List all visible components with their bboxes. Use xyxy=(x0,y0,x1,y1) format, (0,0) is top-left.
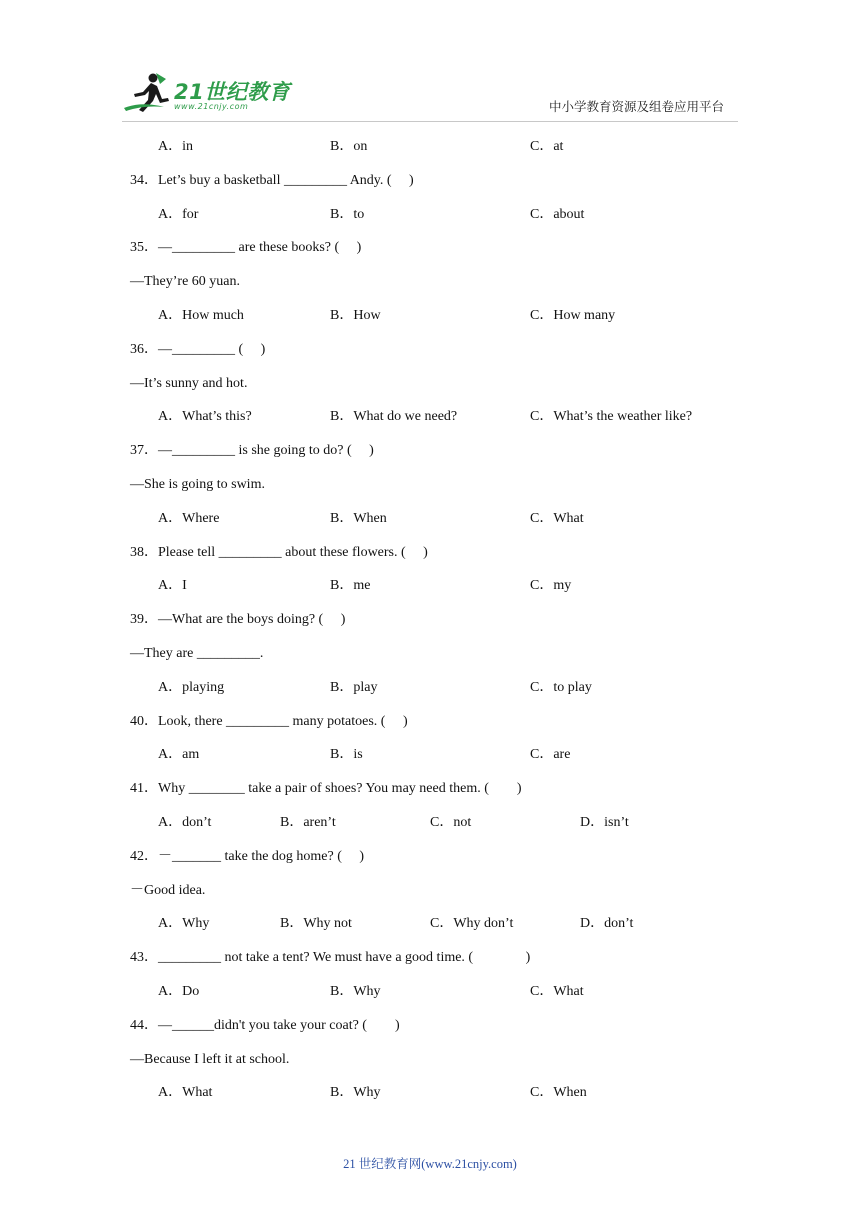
answer-option: D．isn’t xyxy=(580,815,629,830)
answer-option: C．are xyxy=(530,747,571,763)
question-stem: 38．Please tell _________ about these flowers. ( ) xyxy=(130,544,428,560)
header-divider xyxy=(122,121,738,122)
answer-option: C．When xyxy=(530,1085,587,1101)
answer-option: C．my xyxy=(530,578,572,594)
page-header xyxy=(0,0,860,125)
answer-option: B．on xyxy=(330,139,368,154)
answer-option: A．How much xyxy=(158,308,244,323)
answer-option: B．play xyxy=(330,679,378,695)
question-stem: 36．—_________ ( ) xyxy=(130,341,266,357)
question-response: —Because I left it at school. xyxy=(130,1051,290,1067)
answer-option: B．me xyxy=(330,578,371,594)
answer-option: A．don’t xyxy=(158,815,212,830)
question-response: —They’re 60 yuan. xyxy=(130,274,241,290)
answer-option: A．What’s this? xyxy=(158,409,252,425)
question-stem: 40．Look, there _________ many potatoes. ( ) xyxy=(130,713,408,729)
answer-option: A．for xyxy=(158,206,199,222)
question-stem: 41．Why ________ take a pair of shoes? You may need them. ( ) xyxy=(130,781,522,797)
answer-option: B．to xyxy=(330,206,365,222)
answer-option: B．is xyxy=(330,747,363,763)
answer-option: A．Do xyxy=(158,984,200,999)
answer-option: B．Why xyxy=(330,984,381,999)
answer-option: A．What xyxy=(158,1085,213,1101)
answer-option: C．to play xyxy=(530,679,592,695)
question-stem: 42．－_______ take the dog home? ( ) xyxy=(130,848,365,864)
answer-option: D．don’t xyxy=(580,916,634,932)
answer-option: A．am xyxy=(158,747,200,763)
answer-option: B．Why xyxy=(330,1085,381,1101)
answer-option: A．Where xyxy=(158,510,220,526)
question-response: —It’s sunny and hot. xyxy=(130,375,248,391)
answer-option: A．in xyxy=(158,139,193,154)
site-logo: 21世纪教育 www.21cnjy.com xyxy=(122,70,292,116)
question-stem: 43．_________ not take a tent? We must have a good time. ( ) xyxy=(130,950,531,966)
answer-option: C．not xyxy=(430,815,472,830)
question-stem: 44．—______didn't you take your coat? ( ) xyxy=(130,1017,400,1033)
answer-option: B．When xyxy=(330,510,387,526)
question-stem: 37．—_________ is she going to do? ( ) xyxy=(130,443,374,459)
question-stem: 39．—What are the boys doing? ( ) xyxy=(130,612,346,628)
answer-option: C．Why don’t xyxy=(430,916,514,932)
answer-option: C．What xyxy=(530,984,584,999)
question-stem: 35．—_________ are these books? ( ) xyxy=(130,240,362,256)
page-footer: 21 世纪教育网(www.21cnjy.com) xyxy=(343,1157,517,1171)
answer-option: A．playing xyxy=(158,679,225,695)
question-response: —She is going to swim. xyxy=(130,477,265,492)
answer-option: C．at xyxy=(530,139,564,154)
header-tagline: 中小学教育资源及组卷应用平台 xyxy=(549,99,725,114)
answer-option: A．Why xyxy=(158,916,210,932)
runner-icon xyxy=(122,70,178,116)
question-response: －Good idea. xyxy=(130,882,206,898)
question-response: —They are _________. xyxy=(130,646,264,661)
answer-option: B．Why not xyxy=(280,916,352,932)
answer-option: B．How xyxy=(330,308,381,323)
answer-option: A．I xyxy=(158,578,187,594)
answer-option: C．What’s the weather like? xyxy=(530,409,693,425)
answer-option: C．How many xyxy=(530,308,616,323)
answer-option: B．aren’t xyxy=(280,815,336,830)
answer-option: C．about xyxy=(530,206,585,222)
answer-option: B．What do we need? xyxy=(330,409,458,425)
answer-option: C．What xyxy=(530,510,584,526)
question-stem: 34．Let’s buy a basketball _________ Andy. ( ) xyxy=(130,172,414,188)
